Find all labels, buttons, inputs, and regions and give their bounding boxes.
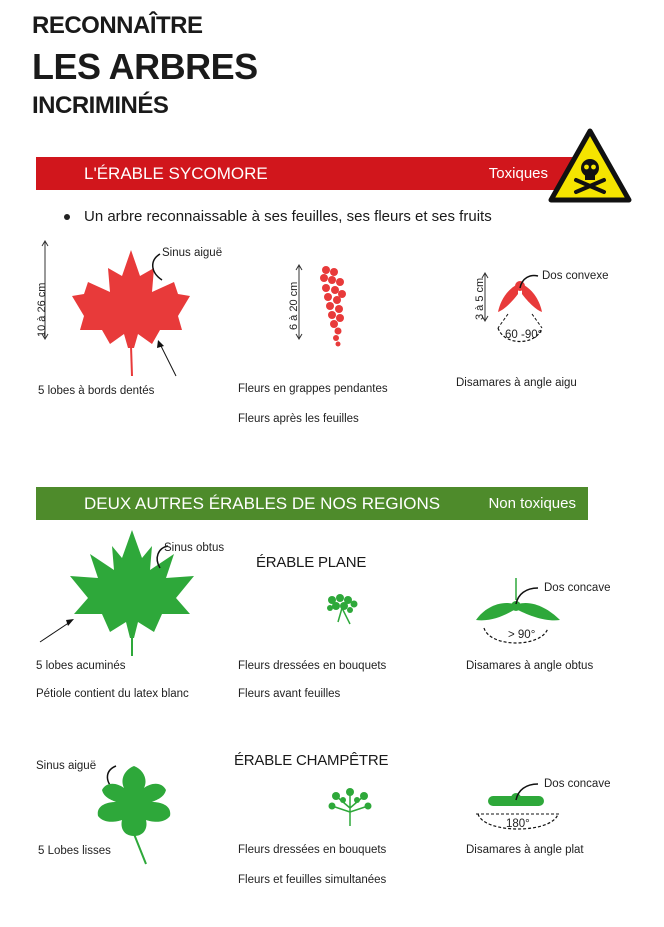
champetre-leaf-caption: 5 Lobes lisses [38, 845, 111, 857]
sycomore-fruit-size: 3 à 5 cm [474, 277, 486, 320]
plane-flower-caption-2: Fleurs avant feuilles [238, 688, 341, 700]
champetre-flower-caption-1: Fleurs dressées en bouquets [238, 844, 387, 856]
plane-fruit-back: Dos concave [544, 582, 611, 594]
sycomore-flower-icon [314, 264, 354, 348]
sycomore-bullet [64, 208, 492, 225]
plane-fruit-caption: Disamares à angle obtus [466, 660, 594, 672]
toxic-warning-icon [548, 128, 632, 204]
sycomore-flower-caption-1: Fleurs en grappes pendantes [238, 383, 388, 395]
champetre-title: ÉRABLE CHAMPÊTRE [234, 752, 389, 769]
title-line-2: LES ARBRES [32, 46, 258, 87]
title-line-1: RECONNAÎTRE [32, 12, 203, 39]
sycomore-flower-size: 6 à 20 cm [288, 281, 300, 330]
others-band-title: DEUX AUTRES ÉRABLES DE NOS REGIONS [84, 493, 441, 513]
sycomore-band-title: L'ÉRABLE SYCOMORE [84, 163, 268, 183]
champetre-fruit-back: Dos concave [544, 778, 611, 790]
sycomore-fruit-back: Dos convexe [542, 270, 609, 282]
non-toxic-tag: Non toxiques [488, 495, 576, 512]
acumine-arrow-icon [38, 616, 78, 646]
others-band [36, 487, 588, 520]
concave-pointer-icon [512, 584, 542, 608]
plane-leaf-sinus: Sinus obtus [164, 542, 225, 554]
plane-flower-icon [324, 592, 360, 626]
plane-leaf-caption-2: Pétiole contient du latex blanc [36, 688, 189, 700]
plane-title: ÉRABLE PLANE [256, 554, 367, 571]
sycomore-fruit-angle: 60 -90° [505, 329, 543, 341]
champetre-flower-caption-2: Fleurs et feuilles simultanées [238, 874, 387, 886]
champetre-fruit-caption: Disamares à angle plat [466, 844, 584, 856]
bullet-dot [64, 214, 70, 220]
concave-pointer-icon-2 [512, 780, 542, 804]
sycomore-flower-caption-2: Fleurs après les feuilles [238, 413, 359, 425]
sycomore-leaf-size: 10 à 26 cm [36, 282, 48, 337]
sycomore-fruit-caption: Disamares à angle aigu [456, 377, 577, 389]
sycomore-band [36, 157, 596, 190]
champetre-leaf-sinus: Sinus aiguë [36, 760, 97, 772]
plane-leaf-caption: 5 lobes acuminés [36, 660, 126, 672]
plane-fruit-angle: > 90° [508, 629, 536, 641]
sycomore-leaf-caption: 5 lobes à bords dentés [38, 385, 155, 397]
plane-flower-caption-1: Fleurs dressées en bouquets [238, 660, 387, 672]
dent-arrow-icon [154, 340, 184, 380]
champetre-fruit-angle: 180° [506, 818, 530, 830]
title-line-3: INCRIMINÉS [32, 92, 169, 119]
champetre-flower-icon [326, 786, 374, 830]
sycomore-bullet-text: Un arbre reconnaissable à ses feuilles, ses fleurs et ses fruits [84, 208, 492, 225]
sycomore-leaf-sinus: Sinus aiguë [162, 247, 223, 259]
convex-pointer-icon [514, 270, 544, 290]
toxic-tag: Toxiques [488, 165, 548, 182]
